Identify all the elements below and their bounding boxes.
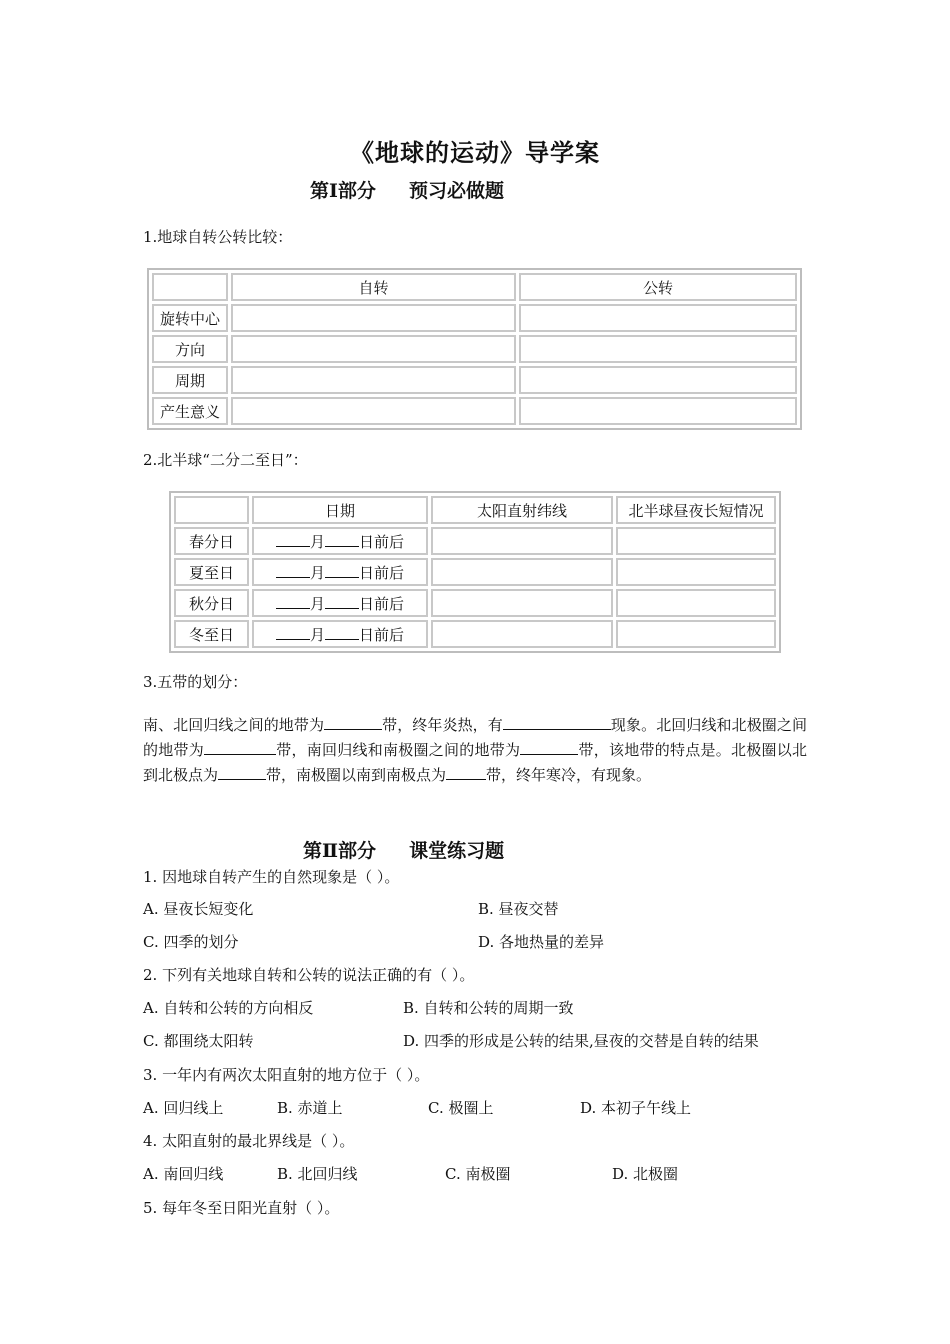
table-row-label: 周期 (152, 366, 228, 394)
blank-line[interactable] (325, 594, 359, 609)
answer-cell[interactable] (431, 558, 613, 586)
table-row-label: 春分日 (174, 527, 249, 555)
option-c[interactable]: C. 南极圈 (445, 1165, 511, 1183)
answer-cell[interactable] (519, 397, 797, 425)
table-row-label: 秋分日 (174, 589, 249, 617)
option-c[interactable]: C. 四季的划分 (143, 933, 239, 951)
table-header-revolution: 公转 (519, 273, 797, 301)
option-b[interactable]: B. 赤道上 (277, 1099, 343, 1117)
answer-cell[interactable] (431, 589, 613, 617)
question-stem: 1. 因地球自转产生的自然现象是（ ）。 (143, 868, 400, 886)
table-row-label: 夏至日 (174, 558, 249, 586)
blank-line[interactable] (325, 532, 359, 547)
rotation-revolution-table (147, 268, 802, 430)
option-d[interactable]: D. 本初子午线上 (580, 1099, 692, 1117)
blank-line[interactable] (204, 740, 276, 755)
blank-line[interactable] (446, 765, 486, 780)
blank-line[interactable] (276, 594, 310, 609)
answer-cell[interactable] (519, 304, 797, 332)
blank-line[interactable] (276, 625, 310, 640)
blank-line[interactable] (520, 740, 578, 755)
part1-heading: 第Ⅰ部分 预习必做题 (310, 180, 504, 202)
date-cell: 月 日前后 (252, 558, 428, 586)
blank-line[interactable] (503, 715, 611, 730)
answer-cell[interactable] (616, 527, 776, 555)
zones-paragraph: 南、北回归线之间的地带为 带，终年炎热，有 现象。北回归线和北极圈之间的地带为 带，南回归线和南极圈之间的地带为 带，该地带的特点是。北极圈以北到北极点为 带，南极圈以南到南极点为 带，终年寒冷，有现象。 (143, 716, 807, 784)
question-stem: 2. 下列有关地球自转和公转的说法正确的有（ ）。 (143, 966, 475, 984)
blank-line[interactable] (218, 765, 266, 780)
q2-label: 2.北半球“二分二至日”： (143, 451, 308, 469)
answer-cell[interactable] (431, 527, 613, 555)
option-b[interactable]: B. 昼夜交替 (478, 900, 559, 918)
option-d[interactable]: D. 各地热量的差异 (478, 933, 605, 951)
date-cell: 月 日前后 (252, 620, 428, 648)
table-row-label: 旋转中心 (152, 304, 228, 332)
answer-cell[interactable] (616, 620, 776, 648)
table-header-latitude: 太阳直射纬线 (431, 496, 613, 524)
date-cell: 月 日前后 (252, 589, 428, 617)
question-stem: 3. 一年内有两次太阳直射的地方位于（ ）。 (143, 1066, 430, 1084)
blank-line[interactable] (276, 563, 310, 578)
solstice-equinox-table (169, 491, 781, 653)
answer-cell[interactable] (231, 335, 516, 363)
table-header-rotation: 自转 (231, 273, 516, 301)
option-a[interactable]: A. 自转和公转的方向相反 (143, 999, 314, 1017)
table-header-blank (174, 496, 249, 524)
answer-cell[interactable] (519, 366, 797, 394)
answer-cell[interactable] (231, 304, 516, 332)
answer-cell[interactable] (616, 558, 776, 586)
table-row-label: 冬至日 (174, 620, 249, 648)
q1-label: 1.地球自转公转比较： (143, 228, 293, 246)
question-stem: 5. 每年冬至日阳光直射（ ）。 (143, 1199, 340, 1217)
blank-line[interactable] (324, 715, 382, 730)
q3-label: 3.五带的划分： (143, 673, 248, 691)
blank-line[interactable] (276, 532, 310, 547)
option-c[interactable]: C. 都围绕太阳转 (143, 1032, 254, 1050)
answer-cell[interactable] (231, 366, 516, 394)
answer-cell[interactable] (231, 397, 516, 425)
option-a[interactable]: A. 南回归线 (143, 1165, 224, 1183)
table-row-label: 产生意义 (152, 397, 228, 425)
part2-heading: 第Ⅱ部分 课堂练习题 (303, 840, 505, 862)
option-a[interactable]: A. 回归线上 (143, 1099, 224, 1117)
blank-line[interactable] (325, 625, 359, 640)
table-row-label: 方向 (152, 335, 228, 363)
option-b[interactable]: B. 自转和公转的周期一致 (403, 999, 574, 1017)
answer-cell[interactable] (616, 589, 776, 617)
option-d[interactable]: D. 四季的形成是公转的结果,昼夜的交替是自转的结果 (403, 1032, 759, 1050)
table-header-blank (152, 273, 228, 301)
table-header-daylength: 北半球昼夜长短情况 (616, 496, 776, 524)
option-a[interactable]: A. 昼夜长短变化 (143, 900, 254, 918)
option-c[interactable]: C. 极圈上 (428, 1099, 494, 1117)
option-d[interactable]: D. 北极圈 (612, 1165, 679, 1183)
date-cell: 月 日前后 (252, 527, 428, 555)
question-stem: 4. 太阳直射的最北界线是（ ）。 (143, 1132, 355, 1150)
option-b[interactable]: B. 北回归线 (277, 1165, 358, 1183)
blank-line[interactable] (325, 563, 359, 578)
answer-cell[interactable] (431, 620, 613, 648)
answer-cell[interactable] (519, 335, 797, 363)
table-header-date: 日期 (252, 496, 428, 524)
document-title: 《地球的运动》导学案 (350, 138, 600, 167)
